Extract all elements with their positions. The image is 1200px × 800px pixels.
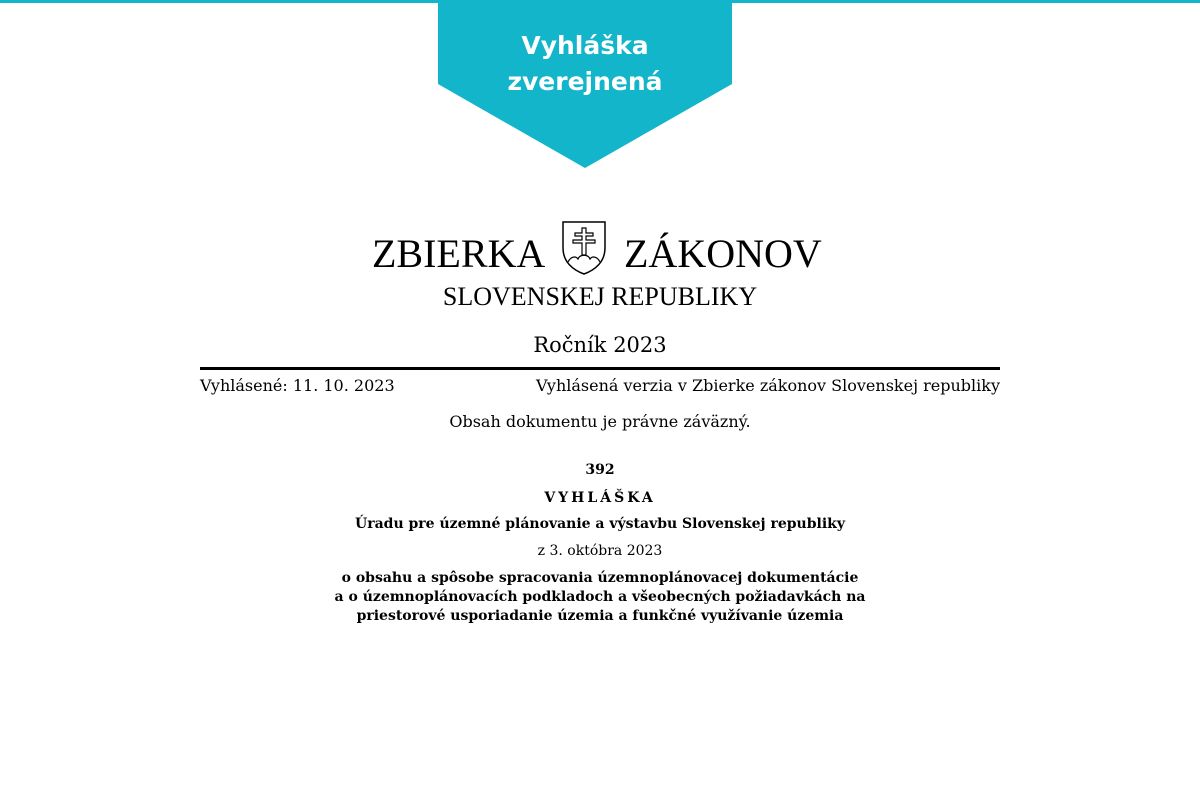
title-left: ZBIERKA <box>372 231 546 276</box>
document-number: 392 <box>585 462 615 478</box>
volume-year: Ročník 2023 <box>533 333 667 357</box>
coat-of-arms-icon <box>561 220 607 276</box>
banner-text <box>438 28 732 100</box>
banner-line-2: zverejnená <box>507 67 663 96</box>
banner-line-1: Vyhláška <box>521 31 649 60</box>
status-banner <box>438 0 732 168</box>
announced-date: Vyhlásené: 11. 10. 2023 <box>200 376 395 395</box>
binding-note: Obsah dokumentu je právne záväzný. <box>449 412 751 431</box>
document-subject <box>0 569 1200 626</box>
subject-line: o obsahu a spôsobe spracovania územnoplánovacej dokumentácie <box>341 570 859 586</box>
issuing-authority: Úradu pre územné plánovanie a výstavbu Slovenskej republiky <box>355 516 845 532</box>
subject-line: a o územnoplánovacích podkladoch a všeobecných požiadavkách na <box>334 589 866 605</box>
divider <box>200 367 1000 370</box>
title-right: ZÁKONOV <box>624 231 822 276</box>
document-date: z 3. októbra 2023 <box>537 543 663 559</box>
subject-line: priestorové usporiadanie územia a funkčné využívanie územia <box>356 608 844 624</box>
collection-subtitle: SLOVENSKEJ REPUBLIKY <box>442 282 758 311</box>
version-note: Vyhlásená verzia v Zbierke zákonov Slovenskej republiky <box>536 376 1000 395</box>
document-type: VYHLÁŠKA <box>544 490 656 506</box>
